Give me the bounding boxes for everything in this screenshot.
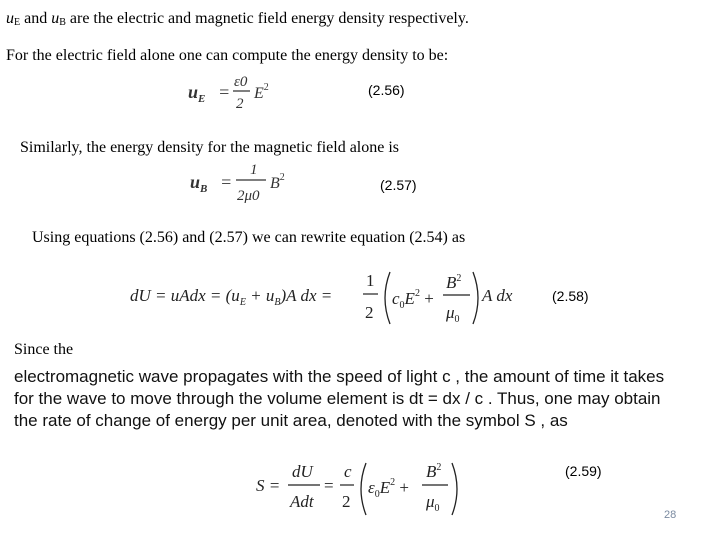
- svg-text:2: 2: [342, 492, 351, 511]
- svg-text:ε0E2 +: $\varepsilon_0E^2$ +: [368, 477, 409, 500]
- para-line-1: electromagnetic wave propagates with the speed of light c , the amount of time it takes: [14, 367, 665, 386]
- equation-2-56: [188, 68, 288, 121]
- equation-number-2-56: (2.56): [368, 82, 405, 98]
- page-number: 28: [664, 509, 677, 521]
- equation-2-58: [130, 266, 530, 335]
- electric-intro: For the electric field alone one can compute the energy density to be:: [6, 47, 449, 64]
- equation-number-2-58: (2.58): [552, 288, 589, 304]
- rewrite-intro: Using equations (2.56) and (2.57) we can rewrite equation (2.54) as: [32, 229, 466, 246]
- symbol-u-b: u: [51, 10, 60, 27]
- since-the: Since the: [14, 341, 74, 358]
- svg-text:1: 1: [366, 271, 375, 290]
- svg-text:1: 1: [250, 162, 258, 178]
- equation-2-59-image: [256, 457, 476, 519]
- svg-text:ε0: ε0: [234, 74, 248, 90]
- svg-text:μ0: $\mu_0$: [426, 492, 440, 514]
- svg-text:B2: $B^2$: [270, 172, 285, 192]
- para-line-2: for the wave to move through the volume element is dt = dx / c . Thus, one may obtain: [14, 389, 661, 408]
- svg-text:c: c: [344, 462, 352, 481]
- svg-text:B2: $B^2$: [446, 273, 462, 292]
- equation-2-58-image: [130, 266, 530, 330]
- intro-rest: are the electric and magnetic field energy density respectively.: [65, 10, 469, 27]
- intro-and: and: [20, 10, 52, 27]
- equation-2-59: [256, 457, 476, 524]
- svg-text:uB: $u_B$: [190, 172, 208, 195]
- svg-text:=: =: [218, 82, 231, 102]
- svg-text:=: =: [324, 476, 334, 495]
- para-line-3: the rate of change of energy per unit area, denoted with the symbol S , as: [14, 411, 568, 430]
- svg-text:2: 2: [365, 303, 374, 322]
- svg-text:A dx: A dx: [482, 286, 513, 305]
- svg-text:B2: $B^2$: [426, 462, 442, 481]
- svg-text:dU = uAdx = (uE + uB)A dx =: dU = uAdx = $(u_E + u_B)A$ dx =: [130, 286, 333, 308]
- svg-text:S =: S =: [256, 476, 281, 495]
- intro-line: [6, 10, 469, 28]
- svg-text:c0E2 +: $c_0E^2$ +: [392, 288, 434, 311]
- svg-text:Adt: Adt: [290, 492, 314, 511]
- symbol-u-e: u: [6, 10, 14, 27]
- equation-2-56-image: [188, 68, 288, 116]
- svg-text:=: =: [220, 172, 233, 192]
- svg-text:uE: $u_E$: [188, 82, 206, 105]
- magnetic-intro: Similarly, the energy density for the magnetic field alone is: [20, 139, 400, 156]
- svg-text:2: 2: [236, 96, 244, 112]
- equation-number-2-59: (2.59): [565, 463, 602, 479]
- equation-number-2-57: (2.57): [380, 177, 417, 193]
- svg-text:μ0: $\mu_0$: [446, 303, 460, 325]
- svg-text:2μ0: 2μ0: [237, 188, 260, 204]
- subscript-e: E: [14, 17, 21, 28]
- svg-text:dU: dU: [292, 462, 313, 481]
- subscript-b: B: [59, 17, 66, 28]
- equation-2-57: [190, 156, 300, 213]
- svg-text:E2: $E^2$: [254, 82, 269, 102]
- equation-2-57-image: [190, 156, 300, 208]
